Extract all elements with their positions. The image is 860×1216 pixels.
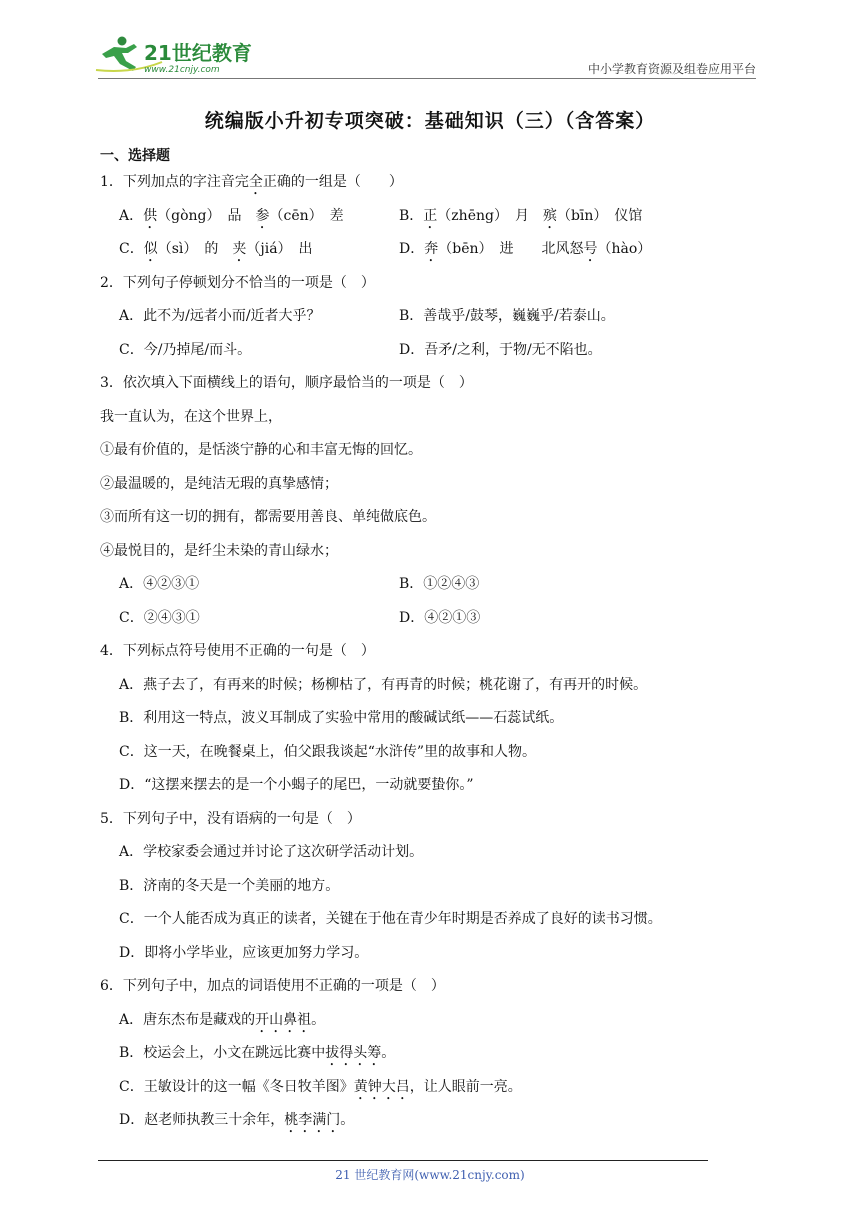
option-row bbox=[100, 239, 720, 273]
text-run: A．④②③① bbox=[119, 576, 200, 592]
answer-option[interactable] bbox=[100, 1077, 720, 1111]
question-stem bbox=[100, 641, 720, 675]
answer-option[interactable] bbox=[100, 775, 720, 809]
option-row bbox=[100, 306, 720, 340]
text-run: 。 bbox=[311, 1011, 326, 1028]
text-run: B．①②④③ bbox=[399, 576, 480, 592]
question-stem bbox=[100, 172, 720, 206]
text-run: ④最悦目的，是纤尘未染的青山绿水； bbox=[100, 542, 338, 559]
text-run: 2．下列句子停顿划分不恰当的一项是（ ） bbox=[100, 274, 375, 291]
emphasized-text: 殡 bbox=[542, 207, 557, 224]
text-run: （bēn） 进 北风怒 bbox=[438, 241, 584, 257]
text-run: 5．下列句子中，没有语病的一句是（ ） bbox=[100, 810, 361, 827]
text-run: A．唐东杰布是藏戏的 bbox=[119, 1011, 256, 1028]
text-run: A． bbox=[119, 207, 144, 224]
text-run: 。 bbox=[340, 1112, 355, 1128]
answer-option[interactable] bbox=[399, 239, 651, 273]
text-run: B． bbox=[399, 207, 424, 224]
answer-option[interactable] bbox=[399, 608, 480, 642]
logo-text: 21世纪教育 bbox=[144, 41, 252, 65]
answer-option[interactable] bbox=[100, 742, 720, 776]
emphasized-text: 号 bbox=[583, 241, 598, 257]
text-run: 正确的一组是（ ） bbox=[262, 174, 403, 190]
answer-option[interactable] bbox=[119, 306, 399, 340]
text-run: ①最有价值的，是恬淡宁静的心和丰富无悔的回忆。 bbox=[100, 442, 422, 458]
text-run: A．此不为/远者小而/近者大乎？ bbox=[119, 308, 321, 324]
emphasized-text: 开山鼻祖 bbox=[255, 1011, 312, 1028]
option-row bbox=[100, 206, 720, 240]
answer-option[interactable] bbox=[100, 842, 720, 876]
section-heading: 一、选择题 bbox=[100, 148, 170, 164]
text-run: 我一直认为，在这个世界上， bbox=[100, 408, 282, 425]
emphasized-text: 桃李满门 bbox=[284, 1112, 341, 1128]
emphasized-text: 正 bbox=[423, 207, 438, 224]
answer-option[interactable] bbox=[119, 574, 399, 608]
emphasized-text: 拔得头筹 bbox=[325, 1045, 382, 1061]
question-stem bbox=[100, 273, 720, 307]
option-row bbox=[100, 340, 720, 374]
text-run: B．校运会上，小文在跳远比赛中 bbox=[119, 1045, 326, 1061]
text-run: ，让人眼前一亮。 bbox=[409, 1078, 522, 1095]
answer-option[interactable] bbox=[119, 608, 399, 642]
emphasized-text: 奔 bbox=[424, 241, 439, 257]
footer-link[interactable]: 21 世纪教育网(www.21cnjy.com) bbox=[335, 1168, 525, 1182]
answer-option[interactable] bbox=[100, 1043, 720, 1077]
platform-name: 中小学教育资源及组卷应用平台 bbox=[587, 62, 756, 76]
text-run: 。 bbox=[381, 1045, 396, 1061]
text-run: C．这一天，在晚餐桌上，伯父跟我谈起“水浒传”里的故事和人物。 bbox=[119, 743, 537, 760]
emphasized-text: 供 bbox=[143, 207, 158, 224]
text-run: B．善哉乎/鼓琴，巍巍乎/若泰山。 bbox=[399, 308, 615, 324]
text-run: D．即将小学毕业，应该更加努力学习。 bbox=[119, 944, 369, 961]
emphasized-text: 参 bbox=[255, 207, 270, 224]
answer-option[interactable] bbox=[100, 909, 720, 943]
emphasized-text: 似 bbox=[143, 241, 158, 257]
text-run: C．王敏设计的这一幅《冬日牧羊图》 bbox=[119, 1078, 354, 1095]
text-run: 4．下列标点符号使用不正确的一句是（ ） bbox=[100, 643, 375, 659]
footer-divider bbox=[98, 1160, 708, 1161]
answer-option[interactable] bbox=[399, 340, 602, 374]
option-row bbox=[100, 574, 720, 608]
text-run: A．学校家委会通过并讨论了这次研学活动计划。 bbox=[119, 844, 424, 860]
text-run: 6．下列句子中，加点的词语使用不正确的一项是（ ） bbox=[100, 978, 445, 994]
text-run: C． bbox=[119, 241, 144, 257]
text-run: （cēn） 差 bbox=[269, 207, 344, 224]
page-title: 统编版小升初专项突破：基础知识（三）（含答案） bbox=[204, 110, 656, 132]
header-divider bbox=[98, 78, 756, 79]
answer-option[interactable] bbox=[119, 340, 399, 374]
text-run: D．④②①③ bbox=[399, 609, 481, 626]
text-run: ②最温暖的，是纯洁无瑕的真挚感情； bbox=[100, 475, 338, 492]
question-list bbox=[100, 172, 720, 1144]
answer-option[interactable] bbox=[100, 876, 720, 910]
text-run: （sì） 的 bbox=[157, 241, 233, 257]
text-run: B．济南的冬天是一个美丽的地方。 bbox=[119, 877, 340, 894]
answer-option[interactable] bbox=[100, 675, 720, 709]
text-run: 1．下列加点的字注音完 bbox=[100, 174, 249, 190]
answer-option[interactable] bbox=[100, 1010, 720, 1044]
answer-option[interactable] bbox=[399, 574, 479, 608]
answer-option[interactable] bbox=[100, 708, 720, 742]
question-text bbox=[100, 440, 720, 474]
question-text bbox=[100, 507, 720, 541]
answer-option[interactable] bbox=[100, 1110, 720, 1144]
option-row bbox=[100, 608, 720, 642]
text-run: 3．依次填入下面横线上的语句，顺序最恰当的一项是（ ） bbox=[100, 375, 473, 391]
logo-url: www.21cnjy.com bbox=[144, 65, 220, 75]
text-run: A．燕子去了，有再来的时候；杨柳枯了，有再青的时候；桃花谢了，有再开的时候。 bbox=[119, 676, 648, 693]
question-text bbox=[100, 407, 720, 441]
text-run: （jiá） 出 bbox=[246, 241, 313, 257]
text-run: （hào） bbox=[597, 241, 652, 257]
answer-option[interactable] bbox=[399, 206, 642, 240]
text-run: D．吾矛/之利，于物/无不陷也。 bbox=[399, 341, 602, 358]
text-run: ③而所有这一切的拥有，都需要用善良、单纯做底色。 bbox=[100, 509, 436, 525]
emphasized-text: 夹 bbox=[232, 241, 247, 257]
emphasized-text: 黄钟大吕 bbox=[353, 1078, 410, 1095]
question-text bbox=[100, 541, 720, 575]
text-run: C．一个人能否成为真正的读者，关键在于他在青少年时期是否养成了良好的读书习惯。 bbox=[119, 911, 662, 927]
emphasized-text: 全 bbox=[248, 174, 263, 190]
question-stem bbox=[100, 809, 720, 843]
question-stem bbox=[100, 976, 720, 1010]
text-run: （zhēng） 月 bbox=[437, 207, 543, 224]
answer-option[interactable] bbox=[399, 306, 615, 340]
text-run: D． bbox=[399, 241, 425, 257]
answer-option[interactable] bbox=[119, 239, 399, 273]
text-run: D．赵老师执教三十余年， bbox=[119, 1112, 285, 1128]
text-run: C．②④③① bbox=[119, 609, 200, 626]
text-run: （gòng） 品 bbox=[157, 207, 256, 224]
question-text bbox=[100, 474, 720, 508]
answer-option[interactable] bbox=[100, 943, 720, 977]
text-run: D．“这摆来摆去的是一个小蝎子的尾巴，一动就要蛰你。” bbox=[119, 777, 474, 793]
question-stem bbox=[100, 373, 720, 407]
site-logo bbox=[92, 34, 262, 76]
answer-option[interactable] bbox=[119, 206, 399, 240]
text-run: （bīn） 仪馆 bbox=[556, 207, 643, 224]
text-run: C．今/乃掉尾/而斗。 bbox=[119, 341, 252, 358]
text-run: B．利用这一特点，波义耳制成了实验中常用的酸碱试纸——石蕊试纸。 bbox=[119, 710, 564, 726]
